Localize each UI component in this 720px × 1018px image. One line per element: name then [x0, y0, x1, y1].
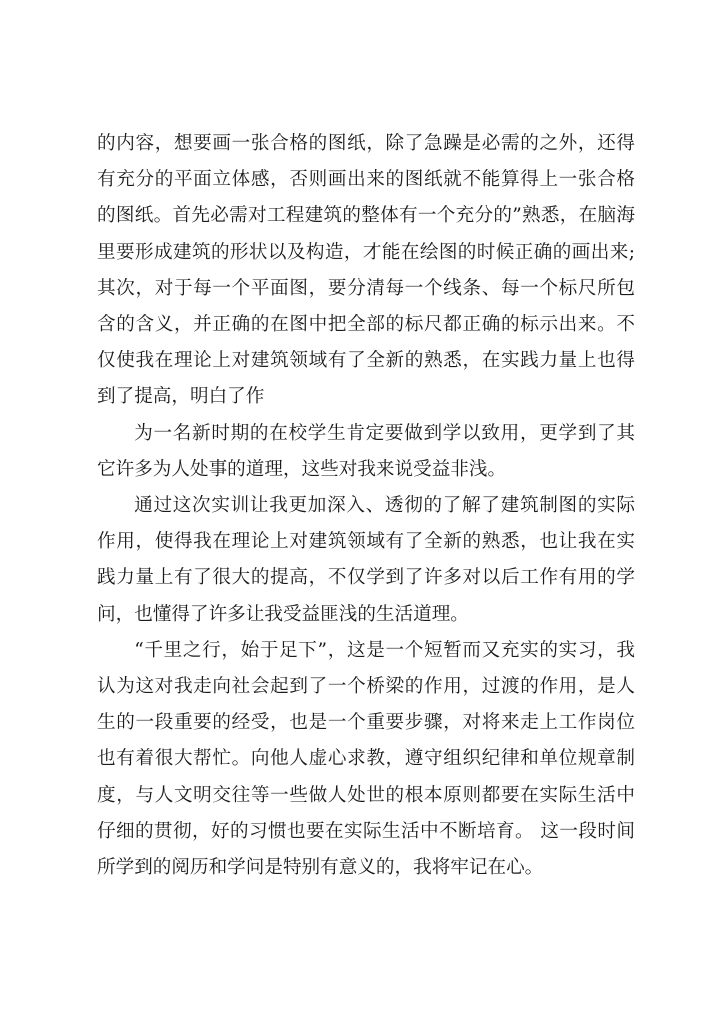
paragraph-1: 的内容，想要画一张合格的图纸，除了急躁是必需的之外，还得有充分的平面立体感，否则画出来的图纸就不能算得上一张合格的图纸。首先必需对工程建筑的整体有一个充分的”熟悉，在脑海里要形成建筑的形状以及构造，才能在绘图的时候正确的画出来; 其次，对于每一个平面图，要分清每一个线条、每一个标尺所包含的含义，并正确的在图中把全部的标尺都正确的标示出来。不仅使我在理论上对建筑领域有了全新的熟悉，在实践力量上也得到了提高，明白了作 — [97, 133, 635, 408]
paragraph-2: 为一名新时期的在校学生肯定要做到学以致用，更学到了其它许多为人处事的道理，这些对我来说受益非浅。 — [97, 422, 635, 480]
document-body — [97, 126, 635, 886]
paragraph-3: 通过这次实训让我更加深入、透彻的了解了建筑制图的实际作用，使得我在理论上对建筑领域有了全新的熟悉，也让我在实践力量上有了很大的提高，不仅学到了许多对以后工作有用的学问，也懂得了许多让我受益匪浅的生活道理。 — [97, 495, 635, 625]
paragraph-4: “千里之行，始于足下”，这是一个短暂而又充实的实习，我认为这对我走向社会起到了一个桥梁的作用，过渡的作用，是人生的一段重要的经受，也是一个重要步骤，对将来走上工作岗位也有着很大帮忙。向他人虚心求教，遵守组织纪律和单位规章制度，与人文明交往等一些做人处世的根本原则都要在实际生活中仔细的贯彻，好的习惯也要在实际生活中不断培育。 这一段时间所学到的阅历和学问是特别有意义的，我将牢记在心。 — [97, 639, 635, 879]
